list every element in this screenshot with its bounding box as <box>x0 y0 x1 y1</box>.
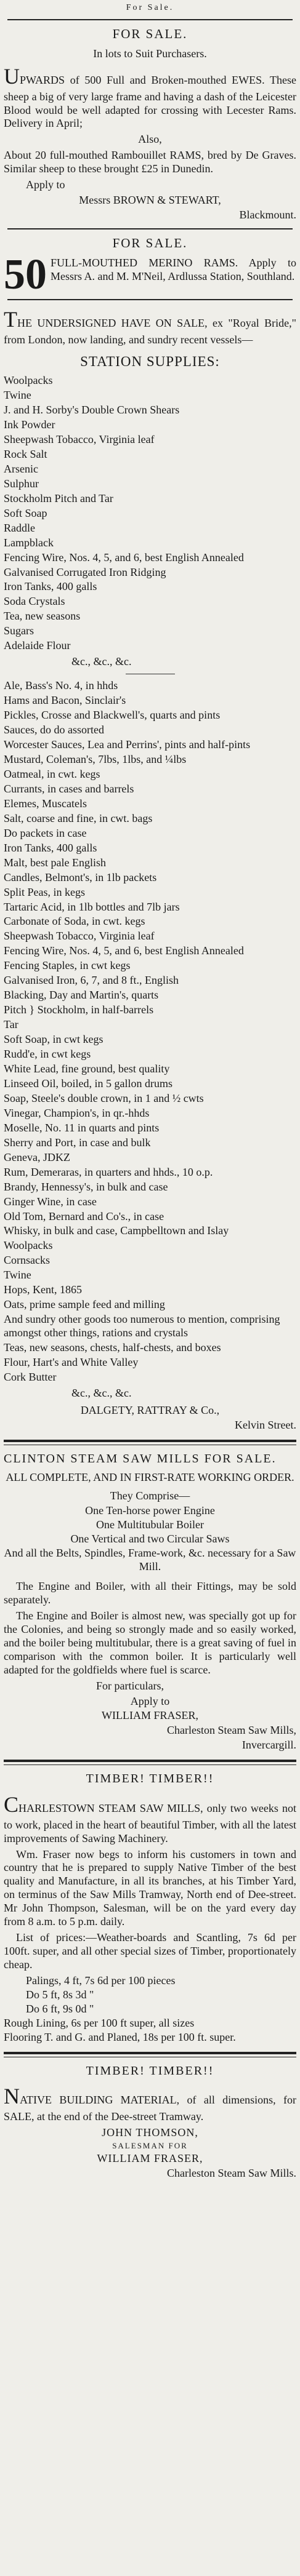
list-item: J. and H. Sorby's Double Crown Shears <box>4 404 180 417</box>
list-item: Carbonate of Soda, in cwt. kegs <box>4 915 145 928</box>
list-item: Rum, Demeraras, in quarters and hhds., 10 o.p. <box>4 1165 213 1178</box>
etc-line: &c., &c., &c. <box>71 655 132 668</box>
list-item: Sheepwash Tobacco, Virginia leaf <box>4 433 155 445</box>
ad-intro: THE UNDERSIGNED HAVE ON SALE, ex "Royal Bride," from London, now landing, and sundry recent vessels— <box>4 307 296 346</box>
ad-timber-charlestown <box>4 1771 296 2044</box>
engine-note: The Engine and Boiler, with all their Fittings, may be sold separately. <box>4 1579 296 1606</box>
list-item: Ale, Bass's No. 4, in hhds <box>4 679 118 692</box>
price-row: Palings, 4 ft, 7s 6d per 100 pieces <box>26 1974 176 1987</box>
list-item: Currants, in cases and barrels <box>4 782 134 795</box>
list-item: Woolpacks <box>4 1239 53 1252</box>
ad-body: FULL-MOUTHED MERINO RAMS. Apply to Messrs A. and M. M'Neil, Ardlussa Station, Southland. <box>51 256 296 282</box>
ad-subtitle: ALL COMPLETE, AND IN FIRST-RATE WORKING ORDER. <box>6 1471 294 1484</box>
divider <box>7 19 293 20</box>
ad-title: FOR SALE. <box>112 26 188 42</box>
comprise-label: They Comprise— <box>110 1489 190 1502</box>
list-item: Soft Soap, in cwt kegs <box>4 1033 103 1046</box>
list-item: Woolpacks <box>4 374 53 387</box>
price-row: Flooring T. and G. and Planed, 18s per 100 ft. super. <box>4 2030 236 2043</box>
list-item: Whisky, in bulk and case, Campbelltown and Islay <box>4 1224 229 1237</box>
list-item: Do packets in case <box>4 826 87 839</box>
list-item: Iron Tanks, 400 galls <box>4 580 97 593</box>
ad-body: CHARLESTOWN STEAM SAW MILLS, only two weeks not to work, placed in the heart of beautiful Timber, with all the latest improvements of Sawing Machinery. <box>4 1792 296 1844</box>
list-item: Tartaric Acid, in 1lb bottles and 7lb jars <box>4 900 180 913</box>
list-item: Blacking, Day and Martin's, quarts <box>4 989 159 1002</box>
list-item: Rudd'e, in cwt kegs <box>4 1048 91 1061</box>
list-item: Sheepwash Tobacco, Virginia leaf <box>4 930 155 943</box>
price-row: Do 5 ft, 8s 3d " <box>26 1988 94 2001</box>
list-item: Soda Crystals <box>4 595 65 608</box>
ad-title: TIMBER! TIMBER!! <box>86 2064 214 2078</box>
firm-name: DALGETY, RATTRAY & Co., <box>80 1403 220 1416</box>
list-item: Lampblack <box>4 536 54 549</box>
list-item: Pitch } Stockholm, in half-barrels <box>4 1003 154 1016</box>
list-item: And sundry other goods too numerous to mention, comprising amongst other things, rations and crystals <box>4 1313 280 1339</box>
list-item: Vinegar, Champion's, in qr.-hhds <box>4 1106 150 1119</box>
ad-body-2: About 20 full-mouthed Rambouillet RAMS, bred by De Graves. Similar sheep to these brought £25 in Dunedin. <box>4 149 296 175</box>
list-item: Moselle, No. 11 in quarts and pints <box>4 1121 160 1134</box>
list-item: Hops, Kent, 1865 <box>4 1283 82 1296</box>
ad-body: The Engine and Boiler is almost new, was specially got up for the Colonies, and being so strongly made and so easily worked, and the boiler being multitubular, there is a great saving of fuel in comparison with the common boiler. It is particularly well adapted for the goldfields where fuel is scarce. <box>4 1609 296 1676</box>
divider <box>7 299 293 300</box>
list-item: Linseed Oil, boiled, in 5 gallon drums <box>4 1077 172 1090</box>
firm-place: Kelvin Street. <box>235 1418 296 1431</box>
list-item: One Ten-horse power Engine <box>85 1504 215 1517</box>
list-item: Oats, prime sample feed and milling <box>4 1298 165 1311</box>
ad-station-supplies <box>4 306 296 1432</box>
price-intro: List of prices:—Weather-boards and Scantling, 7s 6d per 100ft. super, and all other special sizes of Timber, proportionately cheap. <box>4 1931 296 1971</box>
list-item: Ink Powder <box>4 418 55 431</box>
list-item: Soft Soap <box>4 506 47 519</box>
list-item: Candles, Belmont's, in 1lb packets <box>4 871 157 883</box>
etc-line: &c., &c., &c. <box>71 1386 132 1399</box>
list-item: Worcester Sauces, Lea and Perrins', pints and half-pints <box>4 738 251 751</box>
firm-place: Blackmount. <box>239 209 296 221</box>
goods-list <box>4 679 296 1384</box>
list-item: Tea, new seasons <box>4 610 81 623</box>
list-item: Sauces, do do assorted <box>4 724 104 736</box>
ad-saw-mills-for-sale <box>4 1451 296 1753</box>
list-item: Old Tom, Bernard and Co's., in case <box>4 1210 164 1222</box>
list-item: Fencing Wire, Nos. 4, 5, and 6, best English Annealed <box>4 551 244 564</box>
list-item: One Vertical and two Circular Saws <box>70 1533 230 1545</box>
list-item: Elemes, Muscatels <box>4 797 87 810</box>
list-item: One Multitubular Boiler <box>96 1518 204 1531</box>
list-item: Soap, Steele's double crown, in 1 and ½ cwts <box>4 1091 204 1104</box>
particulars-label: For particulars, <box>96 1679 164 1692</box>
list-item: Twine <box>4 389 31 402</box>
price-row: Do 6 ft, 9s 0d " <box>26 2003 94 2015</box>
list-item: Stockholm Pitch and Tar <box>4 492 113 504</box>
header-fragment: For Sale. <box>126 3 174 12</box>
divider <box>7 228 293 229</box>
lead-number: 50 <box>4 250 47 298</box>
apply-label: Apply to <box>26 178 65 191</box>
list-item: Oatmeal, in cwt. kegs <box>4 767 100 780</box>
apply-label: Apply to <box>130 1694 170 1707</box>
divider <box>4 1440 296 1442</box>
divider <box>4 2052 296 2054</box>
list-item: Adelaide Flour <box>4 639 71 652</box>
list-item: Teas, new seasons, chests, half-chests, and boxes <box>4 1341 221 1354</box>
list-item: Malt, best pale English <box>4 856 106 869</box>
list-item: Iron Tanks, 400 galls <box>4 841 97 854</box>
list-item: Geneva, JDKZ <box>4 1150 70 1163</box>
supplies-list <box>4 374 296 653</box>
place-line: Invercargill. <box>241 1739 296 1752</box>
person-name: JOHN THOMSON, <box>102 2126 198 2139</box>
section-heading: STATION SUPPLIES: <box>80 354 220 370</box>
ad-body-2: Wm. Fraser now begs to inform his customers in town and country that he is prepared to supply Native Timber of the best quality and Manufacture, in all its branches, at his Timber Yard, on terminus of the Saw Mills Tramway, North end of Dee-street. Mr John Thompson, Salesman, will be on the yard every day from 8 a.m. to 5 p.m. daily. <box>4 1848 296 1928</box>
list-item: Fencing Wire, Nos. 4, 5, and 6, best English Annealed <box>4 944 244 957</box>
place-line: Charleston Steam Saw Mills, <box>167 1724 296 1737</box>
list-item: Brandy, Hennessy's, in bulk and case <box>4 1180 168 1193</box>
ad-lead <box>4 250 296 298</box>
person-name: WILLIAM FRASER, <box>97 2151 203 2164</box>
list-item: Raddle <box>4 521 35 534</box>
ad-merino-rams <box>4 236 296 298</box>
list-item: Ginger Wine, in case <box>4 1195 97 1208</box>
list-item: Cork Butter <box>4 1371 57 1383</box>
list-item: Galvanised Corrugated Iron Ridging <box>4 565 166 578</box>
price-row: Rough Lining, 6s per 100 ft super, all sizes <box>4 2016 195 2029</box>
role-label: SALESMAN FOR <box>112 2141 188 2151</box>
ad-title: FOR SALE. <box>112 236 188 251</box>
ad-title: CLINTON STEAM SAW MILLS FOR SALE. <box>4 1451 277 1465</box>
also-label: Also, <box>138 133 162 146</box>
list-item: Sulphur <box>4 477 39 490</box>
list-item: Galvanised Iron, 6, 7, and 8 ft., English <box>4 974 179 987</box>
list-item: Twine <box>4 1269 31 1282</box>
list-item: Sugars <box>4 624 34 637</box>
firm-name: Messrs BROWN & STEWART, <box>79 194 221 207</box>
place-line: Charleston Steam Saw Mills. <box>167 2166 296 2179</box>
list-item: Fencing Staples, in cwt kegs <box>4 959 131 972</box>
list-item: Arsenic <box>4 462 38 475</box>
list-item: And all the Belts, Spindles, Frame-work, &c. necessary for a Saw Mill. <box>4 1546 296 1573</box>
divider <box>4 1760 296 1762</box>
list-item: Flour, Hart's and White Valley <box>4 1356 139 1369</box>
ad-title: TIMBER! TIMBER!! <box>86 1772 214 1786</box>
ad-subtitle: In lots to Suit Purchasers. <box>93 47 207 60</box>
list-item: Hams and Bacon, Sinclair's <box>4 694 126 707</box>
list-item: Mustard, Coleman's, 7lbs, 1lbs, and ¼lbs <box>4 752 187 765</box>
ad-body: UPWARDS of 500 Full and Broken-mouthed EWES. These sheep a big of very large frame and having a dash of the Leicester Blood would be well adapted for crossing with Lecester Rams. Delivery in April; <box>4 63 296 130</box>
list-item: Split Peas, in kegs <box>4 885 86 898</box>
list-item: Rock Salt <box>4 447 47 460</box>
list-item: White Lead, fine ground, best quality <box>4 1062 170 1075</box>
list-item: Tar <box>4 1018 18 1031</box>
list-item: Sherry and Port, in case and bulk <box>4 1136 151 1149</box>
list-item: Cornsacks <box>4 1254 50 1267</box>
list-item: Salt, coarse and fine, in cwt. bags <box>4 811 153 824</box>
person-name: WILLIAM FRASER, <box>102 1709 198 1722</box>
ad-timber-native <box>4 2064 296 2180</box>
list-item: Pickles, Crosse and Blackwell's, quarts and pints <box>4 709 221 722</box>
ad-ewes-for-sale <box>4 26 296 222</box>
ad-body: NATIVE BUILDING MATERIAL, of all dimensions, for SALE, at the end of the Dee-street Tramway. <box>4 2084 296 2123</box>
